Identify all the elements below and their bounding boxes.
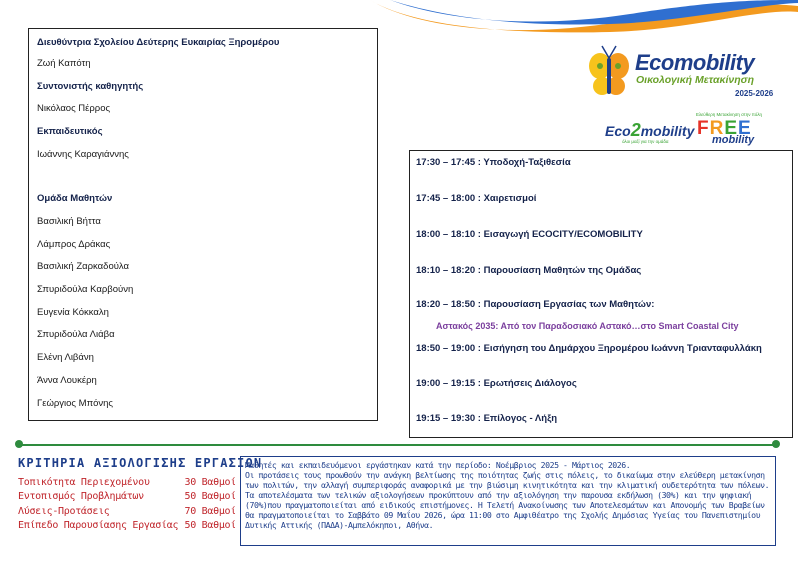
team-member-name: Ελένη Λιβάνη xyxy=(37,352,94,363)
program-item: 19:00 – 19:15 : Ερωτήσεις Διάλογος xyxy=(416,378,577,389)
team-member-name: Άννα Λουκέρη xyxy=(37,375,97,386)
ecomobility-logo-year: 2025-2026 xyxy=(735,89,774,98)
info-box xyxy=(240,456,776,546)
team-member-name: Λάμπρος Δράκας xyxy=(37,239,111,250)
info-paragraph: Οι προτάσεις τους προωθούν την ανάγκη βελτίωσης της ποιότητας ζωής στις πόλεις, το δικαίωμα στην ελεύθερη μετακίνηση των πολιτών, την αλλαγή συμπεριφοράς αναφορικά με την βιώσιμη κινητικότητα και την κλιματική ουδετερότητα των πόλεων. Τα αποτελέσματα των τελικών αξιολογήσεων προκύπτουν από την αξιολόγηση την παρουσα εκδήλωση (30%) και την ψηφιακή (70%)που πραγματοποιείται από ειδικούς επιστήμονες. Η Τελετή Ανακοίνωσης των Αποτελεσμάτων και Απονομής των Βραβείων θα πραγματοποιείται το Σαββάτο 09 Μαΐου 2026, ώρα 11:00 στο Αμφιθέατρο της Σχολής Δημόσιας Υγείας του Πανεπιστημίου Δυτικής Αττικής (ΠΑΔΑ)-Αμπελόκηποι, Αθήνα. xyxy=(245,470,770,530)
eco2mobility-logo xyxy=(605,120,694,141)
criteria-row xyxy=(18,520,236,531)
free-letter: E xyxy=(738,118,752,139)
divider-dot-left xyxy=(15,440,23,448)
team-member-name: Βασιλική Βήττα xyxy=(37,216,101,227)
program-project-title: Αστακός 2035: Από τον Παραδοσιακό Αστακό…στο Smart Coastal City xyxy=(436,321,739,331)
program-item: 18:00 – 18:10 : Εισαγωγή ECOCITY/ECOMOBILITY xyxy=(416,229,643,240)
team-member-name: Νικόλαος Πέρρος xyxy=(37,103,111,114)
eco2-suffix: mobility xyxy=(640,123,695,139)
freemobility-logo-mobility: mobility xyxy=(712,134,755,146)
criteria-row xyxy=(18,506,236,517)
criteria-points: 50 Βαθμοί xyxy=(184,520,236,531)
ecomobility-logo-title: Ecomobility xyxy=(635,50,755,75)
criteria-points: 50 Βαθμοί xyxy=(184,491,236,502)
program-item: 18:20 – 18:50 : Παρουσίαση Εργασίας των Μαθητών: xyxy=(416,299,655,310)
eco2-two: 2 xyxy=(630,120,641,140)
team-member-name: Ευγενία Κόκκαλη xyxy=(37,307,109,318)
criteria-label: Λύσεις-Προτάσεις xyxy=(18,506,110,517)
team-member-name: Βασιλική Ζαρκαδούλα xyxy=(37,261,130,272)
team-member-name: Ζωή Καπότη xyxy=(37,58,91,69)
program-item: 17:45 – 18:00 : Χαιρετισμοί xyxy=(416,193,537,204)
team-role-label: Ομάδα Μαθητών xyxy=(37,193,113,204)
team-member-name: Ιωάννης Καραγιάννης xyxy=(37,149,129,160)
program-panel xyxy=(409,150,793,438)
criteria-label: Εντοπισμός Προβλημάτων xyxy=(18,491,144,502)
info-period: Μαθητές και εκπαιδευόμενοι εργάστηκαν κατά την περίοδο: Νοέμβριος 2025 - Μάρτιος 2026. xyxy=(245,460,631,470)
criteria-title: ΚΡΙΤΗΡΙΑ ΑΞΙΟΛΟΓΙΣΗΣ ΕΡΓΑΣΙΩΝ xyxy=(18,456,263,470)
team-role-label: Συντονιστής καθηγητής xyxy=(37,81,144,92)
team-member-name: Σπυριδούλα Λιάβα xyxy=(37,329,115,340)
eco2mobility-tagline: όλοι μαζί για την ομάδα xyxy=(622,139,669,144)
free-letter: E xyxy=(724,118,739,139)
divider-rule xyxy=(18,444,778,446)
criteria-label: Επίπεδο Παρουσίασης Εργασίας xyxy=(18,520,179,531)
criteria-points: 70 Βαθμοί xyxy=(184,506,236,517)
program-item: 17:30 – 17:45 : Υποδοχή-Ταξιθεσία xyxy=(416,157,571,168)
criteria-row xyxy=(18,491,236,502)
team-member-name: Σπυριδούλα Καρβούνη xyxy=(37,284,134,295)
team-role-label: Εκπαιδευτικός xyxy=(37,126,103,137)
freemobility-tagline: Ελεύθερη Μετακίνηση στην πόλη xyxy=(696,112,762,117)
divider-dot-right xyxy=(772,440,780,448)
program-item: 18:50 – 19:00 : Εισήγηση του Δημάρχου Ξηρομέρου Ιωάννη Τριανταφυλλάκη xyxy=(416,343,762,354)
ecomobility-logo-subtitle: Οικολογική Μετακίνηση xyxy=(636,74,755,86)
decorative-wave xyxy=(360,0,798,40)
criteria-points: 30 Βαθμοί xyxy=(184,477,236,488)
free-letter: F xyxy=(697,118,710,139)
eco2-prefix: Eco xyxy=(605,123,631,139)
team-panel xyxy=(28,28,378,421)
criteria-row xyxy=(18,477,236,488)
program-item: 19:15 – 19:30 : Επίλογος - Λήξη xyxy=(416,413,558,424)
team-role-label: Διευθύντρια Σχολείου Δεύτερης Ευκαιρίας Ξηρομέρου xyxy=(37,37,280,48)
team-member-name: Γεώργιος Μπόνης xyxy=(37,398,114,409)
criteria-label: Τοπικότητα Περιεχομένου xyxy=(18,477,150,488)
program-item: 18:10 – 18:20 : Παρουσίαση Μαθητών της Ομάδας xyxy=(416,265,642,276)
free-letter: R xyxy=(709,118,725,139)
